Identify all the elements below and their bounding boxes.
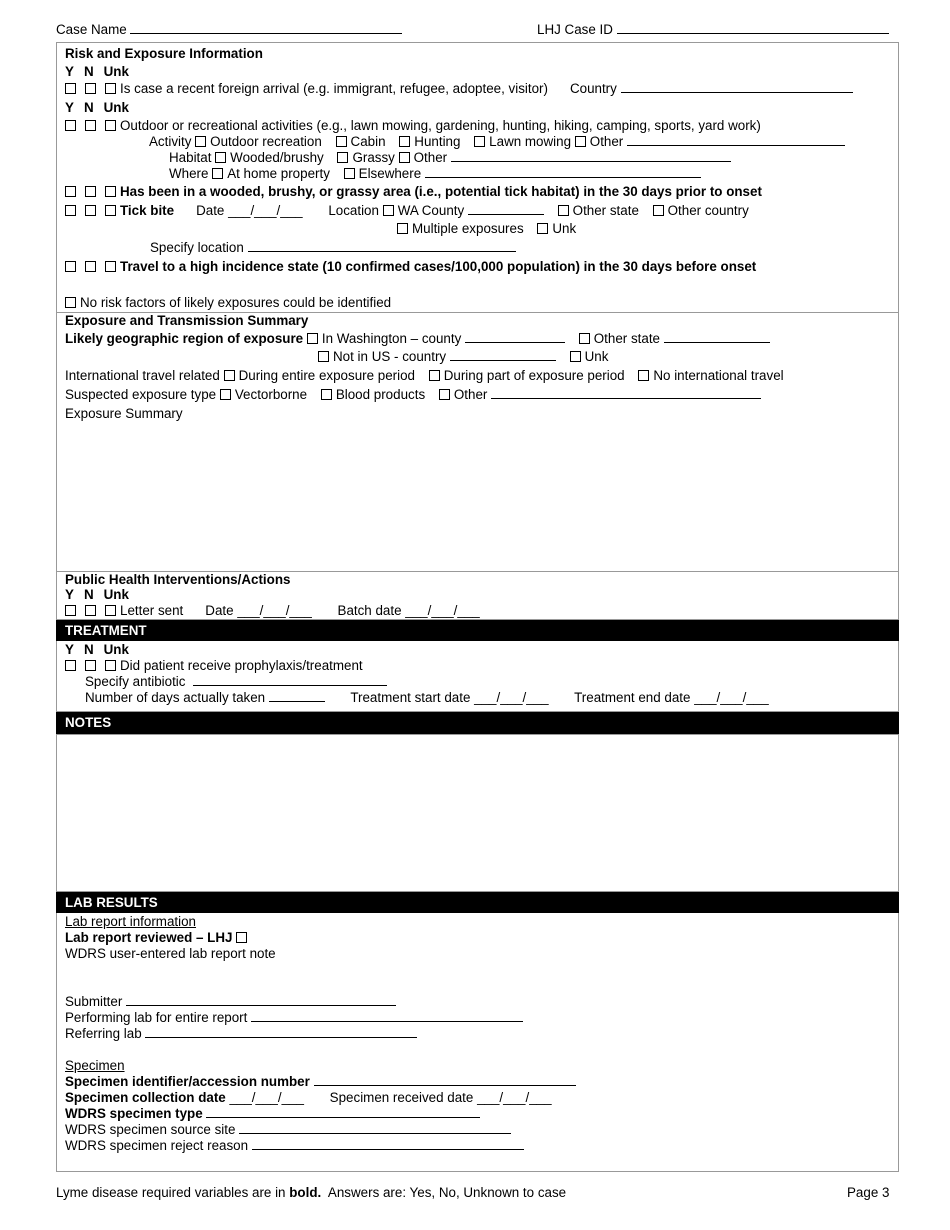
travel-high-row <box>65 259 756 275</box>
specimen-type-field[interactable] <box>206 1106 480 1118</box>
yn-header: Y N Unk <box>65 64 129 79</box>
region-other-state-checkbox[interactable] <box>579 333 590 344</box>
wooded-unk-checkbox[interactable] <box>105 186 116 197</box>
activity-other-checkbox[interactable] <box>575 136 586 147</box>
letter-sent-row: Letter sent Date ___/___/___ Batch date ___/___/___ <box>65 603 480 619</box>
no-risk-checkbox[interactable] <box>65 297 76 308</box>
multiple-exposures-checkbox[interactable] <box>397 223 408 234</box>
activity-lawn-checkbox[interactable] <box>474 136 485 147</box>
page-number: Page 3 <box>847 1185 890 1200</box>
habitat-other-field[interactable] <box>451 150 731 162</box>
habitat-row: Habitat Wooded/brushy Grassy Other <box>169 150 731 166</box>
lab-reviewed-checkbox[interactable] <box>236 932 247 943</box>
no-risk-label: No risk factors of likely exposures could be identified <box>80 295 392 310</box>
intl-entire-checkbox[interactable] <box>224 370 235 381</box>
collection-date-row: Specimen collection date ___/___/___ Specimen received date ___/___/___ <box>65 1090 552 1105</box>
outdoor-y-checkbox[interactable] <box>65 120 76 131</box>
referring-lab-row: Referring lab <box>65 1026 417 1042</box>
suspected-other-checkbox[interactable] <box>439 389 450 400</box>
tick-y-checkbox[interactable] <box>65 205 76 216</box>
footer-note: Lyme disease required variables are in bold. Answers are: Yes, No, Unknown to case <box>56 1185 567 1200</box>
not-in-us-row: Not in US - country Unk <box>318 349 608 365</box>
tick-n-checkbox[interactable] <box>85 205 96 216</box>
user-note-label: WDRS user-entered lab report note <box>65 946 276 961</box>
specimen-label: Specimen <box>65 1058 125 1073</box>
tick-bite-label: Tick bite <box>120 203 175 218</box>
not-in-us-field[interactable] <box>450 349 556 361</box>
where-elsewhere-field[interactable] <box>425 166 701 178</box>
specimen-type-row: WDRS specimen type <box>65 1106 480 1122</box>
reject-reason-field[interactable] <box>252 1138 524 1150</box>
not-in-us-checkbox[interactable] <box>318 351 329 362</box>
activity-cabin-checkbox[interactable] <box>336 136 347 147</box>
yn-header: Y N Unk <box>65 642 129 657</box>
specify-location-field[interactable] <box>248 240 516 252</box>
end-date-field[interactable]: ___/___/___ <box>694 690 769 705</box>
intl-none-checkbox[interactable] <box>638 370 649 381</box>
treatment-header: TREATMENT <box>56 620 899 641</box>
lab-reviewed-row: Lab report reviewed – LHJ <box>65 930 251 946</box>
submitter-field[interactable] <box>126 994 396 1006</box>
referring-lab-field[interactable] <box>145 1026 417 1038</box>
letter-unk-checkbox[interactable] <box>105 605 116 616</box>
days-taken-field[interactable] <box>269 690 325 702</box>
prophylaxis-unk-checkbox[interactable] <box>105 660 116 671</box>
foreign-arrival-unk-checkbox[interactable] <box>105 83 116 94</box>
yn-header: Y N Unk <box>65 100 129 115</box>
blood-products-checkbox[interactable] <box>321 389 332 400</box>
activity-hunting-checkbox[interactable] <box>399 136 410 147</box>
source-site-field[interactable] <box>239 1122 511 1134</box>
collection-date-field[interactable]: ___/___/___ <box>229 1090 304 1105</box>
exposure-summary-label: Exposure Summary <box>65 406 183 421</box>
letter-n-checkbox[interactable] <box>85 605 96 616</box>
notes-area[interactable] <box>60 738 894 886</box>
batch-date-field[interactable]: ___/___/___ <box>405 603 480 618</box>
travel-n-checkbox[interactable] <box>85 261 96 272</box>
intl-label: International travel related <box>65 368 220 383</box>
treatment-dates-row: Number of days actually taken Treatment start date ___/___/___ Treatment end date ___/___/___ <box>85 690 769 705</box>
foreign-arrival-y-checkbox[interactable] <box>65 83 76 94</box>
outdoor-unk-checkbox[interactable] <box>105 120 116 131</box>
antibiotic-row: Specify antibiotic <box>85 674 387 690</box>
wa-county-checkbox[interactable] <box>383 205 394 216</box>
in-washington-checkbox[interactable] <box>307 333 318 344</box>
risk-title: Risk and Exposure Information <box>65 46 263 61</box>
case-name-label: Case Name <box>56 22 127 37</box>
where-elsewhere-checkbox[interactable] <box>344 168 355 179</box>
antibiotic-field[interactable] <box>193 674 387 686</box>
tick-other-state-checkbox[interactable] <box>558 205 569 216</box>
vectorborne-checkbox[interactable] <box>220 389 231 400</box>
activity-row: Activity Outdoor recreation Cabin Hunting Lawn mowing Other <box>149 134 845 150</box>
lab-header: LAB RESULTS <box>56 892 899 913</box>
habitat-wooded-checkbox[interactable] <box>215 152 226 163</box>
foreign-arrival-row <box>65 81 853 97</box>
tick-date-field[interactable]: ___/___/___ <box>228 203 303 218</box>
lhj-case-id-label: LHJ Case ID <box>537 22 613 37</box>
region-label: Likely geographic region of exposure <box>65 331 304 346</box>
performing-lab-field[interactable] <box>251 1010 523 1022</box>
outdoor-row <box>65 118 761 134</box>
lhj-case-id-field[interactable] <box>617 22 889 34</box>
travel-unk-checkbox[interactable] <box>105 261 116 272</box>
tick-other-country-checkbox[interactable] <box>653 205 664 216</box>
prophylaxis-n-checkbox[interactable] <box>85 660 96 671</box>
where-label: Where <box>169 166 209 181</box>
performing-lab-row: Performing lab for entire report <box>65 1010 523 1026</box>
habitat-grassy-checkbox[interactable] <box>337 152 348 163</box>
wa-county-field[interactable] <box>468 203 544 215</box>
suspected-label: Suspected exposure type <box>65 387 217 402</box>
start-date-field[interactable]: ___/___/___ <box>474 690 549 705</box>
tick-bite-row: Tick bite Date ___/___/___ Location WA County Other state Other country <box>65 203 749 219</box>
public-health-title: Public Health Interventions/Actions <box>65 572 291 587</box>
letter-date-field[interactable]: ___/___/___ <box>237 603 312 618</box>
notes-header: NOTES <box>56 712 899 734</box>
wooded-area-label: Has been in a wooded, brushy, or grassy area (i.e., potential tick habitat) in the 30 days prior to onset <box>120 184 762 199</box>
activity-label: Activity <box>149 134 192 149</box>
source-site-row: WDRS specimen source site <box>65 1122 511 1138</box>
specimen-id-field[interactable] <box>314 1074 576 1086</box>
activity-other-field[interactable] <box>627 134 845 146</box>
prophylaxis-row: Did patient receive prophylaxis/treatment <box>65 658 363 674</box>
specify-location-row <box>150 240 516 256</box>
country-label: Country <box>569 81 617 96</box>
where-row: Where At home property Elsewhere <box>169 166 701 182</box>
case-name-field[interactable] <box>130 22 402 34</box>
where-home-checkbox[interactable] <box>212 168 223 179</box>
suspected-other-field[interactable] <box>491 387 761 399</box>
activity-outdoor-checkbox[interactable] <box>195 136 206 147</box>
case-name-row <box>56 22 402 38</box>
multiple-exposures-row: Multiple exposures Unk <box>397 221 576 237</box>
lhj-case-id-row <box>537 22 889 38</box>
no-risk-row <box>65 295 391 311</box>
wooded-n-checkbox[interactable] <box>85 186 96 197</box>
exposure-title: Exposure and Transmission Summary <box>65 313 309 328</box>
intl-part-checkbox[interactable] <box>429 370 440 381</box>
lab-report-info: Lab report information <box>65 914 197 929</box>
exposure-summary-area[interactable] <box>65 424 885 564</box>
specify-location-label: Specify location <box>150 240 244 255</box>
travel-high-label: Travel to a high incidence state (10 confirmed cases/100,000 population) in the 30 days before onset <box>120 259 757 274</box>
wooded-y-checkbox[interactable] <box>65 186 76 197</box>
suspected-row: Suspected exposure type Vectorborne Blood products Other <box>65 387 761 403</box>
multiple-unk-checkbox[interactable] <box>537 223 548 234</box>
travel-y-checkbox[interactable] <box>65 261 76 272</box>
region-other-state-field[interactable] <box>664 331 770 343</box>
outdoor-label: Outdoor or recreational activities (e.g., lawn mowing, gardening, hunting, hiking, camping, sports, yard work) <box>120 118 761 133</box>
outdoor-n-checkbox[interactable] <box>85 120 96 131</box>
habitat-other-checkbox[interactable] <box>399 152 410 163</box>
habitat-label: Habitat <box>169 150 212 165</box>
country-field[interactable] <box>621 81 853 93</box>
yn-header: Y N Unk <box>65 587 129 602</box>
reject-reason-row: WDRS specimen reject reason <box>65 1138 524 1154</box>
wooded-area-row <box>65 184 762 200</box>
region-unk-checkbox[interactable] <box>570 351 581 362</box>
specimen-id-row: Specimen identifier/accession number <box>65 1074 576 1090</box>
foreign-arrival-n-checkbox[interactable] <box>85 83 96 94</box>
letter-y-checkbox[interactable] <box>65 605 76 616</box>
received-date-field[interactable]: ___/___/___ <box>477 1090 552 1105</box>
prophylaxis-y-checkbox[interactable] <box>65 660 76 671</box>
tick-unk-checkbox[interactable] <box>105 205 116 216</box>
wa-county-name-field[interactable] <box>465 331 565 343</box>
foreign-arrival-label: Is case a recent foreign arrival (e.g. immigrant, refugee, adoptee, visitor) <box>120 81 548 96</box>
submitter-row: Submitter <box>65 994 396 1010</box>
intl-travel-row: International travel related During entire exposure period During part of exposure period No international travel <box>65 368 784 383</box>
region-row: Likely geographic region of exposure In Washington – county Other state <box>65 331 770 347</box>
